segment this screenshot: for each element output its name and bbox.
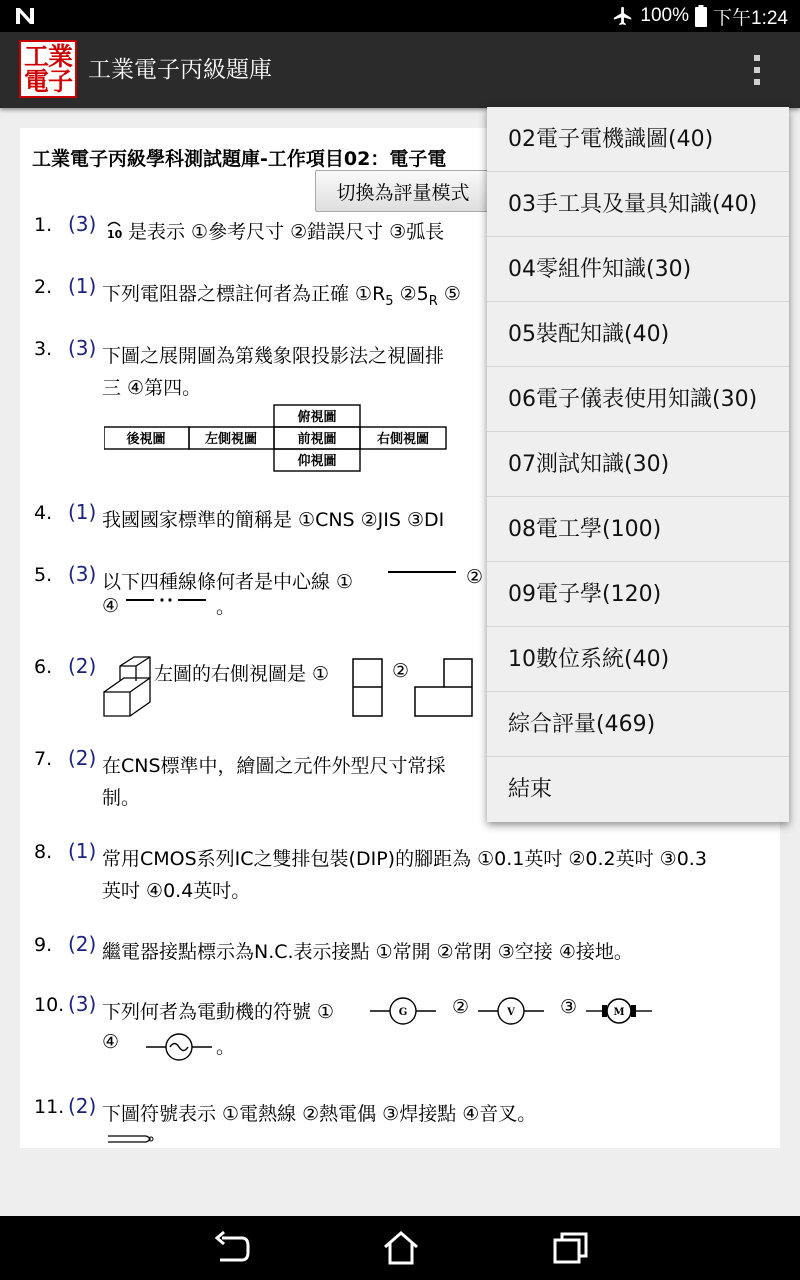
question-answer: (2) xyxy=(68,1094,97,1118)
question-answer: (1) xyxy=(68,500,97,524)
arc-length-symbol-icon xyxy=(104,220,124,240)
question-text: 下列何者為電動機的符號 ① xyxy=(102,1001,335,1023)
motor-symbol-icon xyxy=(586,996,652,1026)
battery-percent: 100% xyxy=(640,5,690,26)
arc-length-value: 10 xyxy=(107,228,123,240)
question-text-option: ②5 xyxy=(393,283,429,305)
question-text: 左圖的右側視圖是 ① xyxy=(154,663,330,685)
menu-item-comprehensive-test[interactable]: 綜合評量(469) xyxy=(487,692,789,757)
question-text: 在CNS標準中，繪圖之元件外型尺寸常採 xyxy=(102,755,446,777)
top-view-label: 俯視圖 xyxy=(297,410,337,425)
left-view-label: 左側視圖 xyxy=(204,432,258,447)
projection-diagram xyxy=(104,404,449,472)
question-number: 6. xyxy=(34,656,53,678)
overflow-menu xyxy=(487,107,789,822)
question-option-marker: ② xyxy=(392,660,410,682)
menu-item-06-instruments[interactable]: 06電子儀表使用知識(30) xyxy=(487,367,789,432)
question-end-mark: 。 xyxy=(216,596,236,618)
question-text: 以下四種線條何者是中心線 ① xyxy=(102,571,354,593)
app-bar xyxy=(0,32,800,108)
question-text-line2: 英吋 ④0.4英吋。 xyxy=(102,880,251,902)
question-answer: (1) xyxy=(68,274,97,298)
switch-to-assessment-mode-button[interactable]: 切換為評量模式 xyxy=(315,170,491,212)
overflow-dot-icon xyxy=(754,79,760,85)
solid-line-icon xyxy=(388,566,458,578)
question-text: 我國國家標準的簡稱是 ①CNS ②JIS ③DI xyxy=(102,509,445,531)
battery-icon xyxy=(695,5,707,27)
question-text-line2: ④ xyxy=(102,595,120,617)
menu-item-03-tools[interactable]: 03手工具及量具知識(40) xyxy=(487,172,789,237)
page-title: 工業電子丙級學科測試題庫-工作項目02：電子電 xyxy=(32,148,447,170)
logo-text-top: 工業 xyxy=(23,42,72,71)
question-option-marker: ② xyxy=(466,566,484,588)
question-answer: (2) xyxy=(68,746,97,770)
question-text-line2: ④ xyxy=(102,1031,120,1053)
right-view-label: 右側視圖 xyxy=(376,432,430,447)
question-number: 7. xyxy=(34,748,53,770)
back-view-label: 後視圖 xyxy=(126,432,166,447)
question-answer: (2) xyxy=(68,932,97,956)
question-answer: (3) xyxy=(68,212,97,236)
question-number: 3. xyxy=(34,338,53,360)
question-option-marker: ② xyxy=(452,996,470,1018)
front-view-label: 前視圖 xyxy=(297,432,337,447)
voltmeter-letter: V xyxy=(507,1007,515,1018)
ac-source-symbol-icon xyxy=(146,1032,212,1062)
menu-item-02-drawing[interactable]: 02電子電機識圖(40) xyxy=(487,107,789,172)
question-text: 是表示 ①參考尺寸 ②錯誤尺寸 ③弧長 xyxy=(128,221,445,243)
isometric-block-figure xyxy=(102,656,154,718)
question-text-option: ⑤ xyxy=(437,283,461,305)
question-text: 下圖之展開圖為第幾象限投影法之視圖排 xyxy=(102,345,445,367)
question-text-line2: 制。 xyxy=(102,787,141,809)
app-title: 工業電子丙級題庫 xyxy=(88,57,272,83)
notification-n-icon xyxy=(14,6,36,26)
logo-text-bottom: 電子 xyxy=(23,67,72,96)
menu-item-07-testing[interactable]: 07測試知識(30) xyxy=(487,432,789,497)
bottom-view-label: 仰視圖 xyxy=(297,454,337,469)
question-text: 繼電器接點標示為N.C.表示接點 ①常開 ②常閉 ③空接 ④接地。 xyxy=(102,941,633,963)
option-2-figure xyxy=(414,658,474,718)
thermocouple-symbol-icon xyxy=(106,1132,158,1146)
question-number: 1. xyxy=(34,214,53,236)
menu-item-04-components[interactable]: 04零組件知識(30) xyxy=(487,237,789,302)
question-text-main: 下列電阻器之標註何者為正確 ①R xyxy=(102,283,386,305)
option-1-figure xyxy=(352,658,384,718)
overflow-dot-icon xyxy=(754,67,760,73)
question-option-marker: ③ xyxy=(560,996,578,1018)
clock: 下午1:24 xyxy=(713,7,788,29)
recents-icon[interactable] xyxy=(552,1230,590,1266)
airplane-mode-icon xyxy=(612,5,634,27)
app-logo xyxy=(19,40,77,98)
question-number: 8. xyxy=(34,841,53,863)
generator-letter: G xyxy=(398,1007,408,1018)
question-end-mark: 。 xyxy=(216,1036,236,1058)
question-number: 2. xyxy=(34,276,53,298)
menu-item-08-electrical[interactable]: 08電工學(100) xyxy=(487,497,789,562)
menu-item-exit[interactable]: 結束 xyxy=(508,777,553,802)
navigation-bar xyxy=(0,1216,800,1280)
question-text: 下圖符號表示 ①電熱線 ②熱電偶 ③焊接點 ④音叉。 xyxy=(102,1103,537,1125)
status-right xyxy=(612,0,788,32)
status-bar xyxy=(0,0,800,32)
center-line-icon xyxy=(126,594,208,606)
resistor-subscript: R xyxy=(428,293,438,309)
resistor-subscript: 5 xyxy=(385,293,394,309)
question-text-line2: 三 ④第四。 xyxy=(102,377,202,399)
menu-item-05-assembly[interactable]: 05裝配知識(40) xyxy=(487,302,789,367)
question-number: 9. xyxy=(34,934,53,956)
question-number: 10. xyxy=(34,994,65,1016)
menu-item-10-digital[interactable]: 10數位系統(40) xyxy=(487,627,789,692)
menu-item-09-electronics[interactable]: 09電子學(120) xyxy=(487,562,789,627)
question-number: 5. xyxy=(34,564,53,586)
overflow-dot-icon xyxy=(754,55,760,61)
question-answer: (3) xyxy=(68,992,97,1016)
question-answer: (2) xyxy=(68,654,97,678)
question-number: 4. xyxy=(34,502,53,524)
question-number: 11. xyxy=(34,1096,65,1118)
back-icon[interactable] xyxy=(212,1230,250,1266)
overflow-menu-button[interactable] xyxy=(742,50,772,90)
question-text: 常用CMOS系列IC之雙排包裝(DIP)的腳距為 ①0.1英吋 ②0.2英吋 ③0.3 xyxy=(102,848,707,870)
generator-symbol-icon xyxy=(370,996,436,1026)
question-answer: (3) xyxy=(68,562,97,586)
question-answer: (3) xyxy=(68,336,97,360)
voltmeter-symbol-icon xyxy=(478,996,544,1026)
motor-letter: M xyxy=(613,1007,625,1018)
question-answer: (1) xyxy=(68,839,97,863)
home-icon[interactable] xyxy=(382,1230,420,1266)
